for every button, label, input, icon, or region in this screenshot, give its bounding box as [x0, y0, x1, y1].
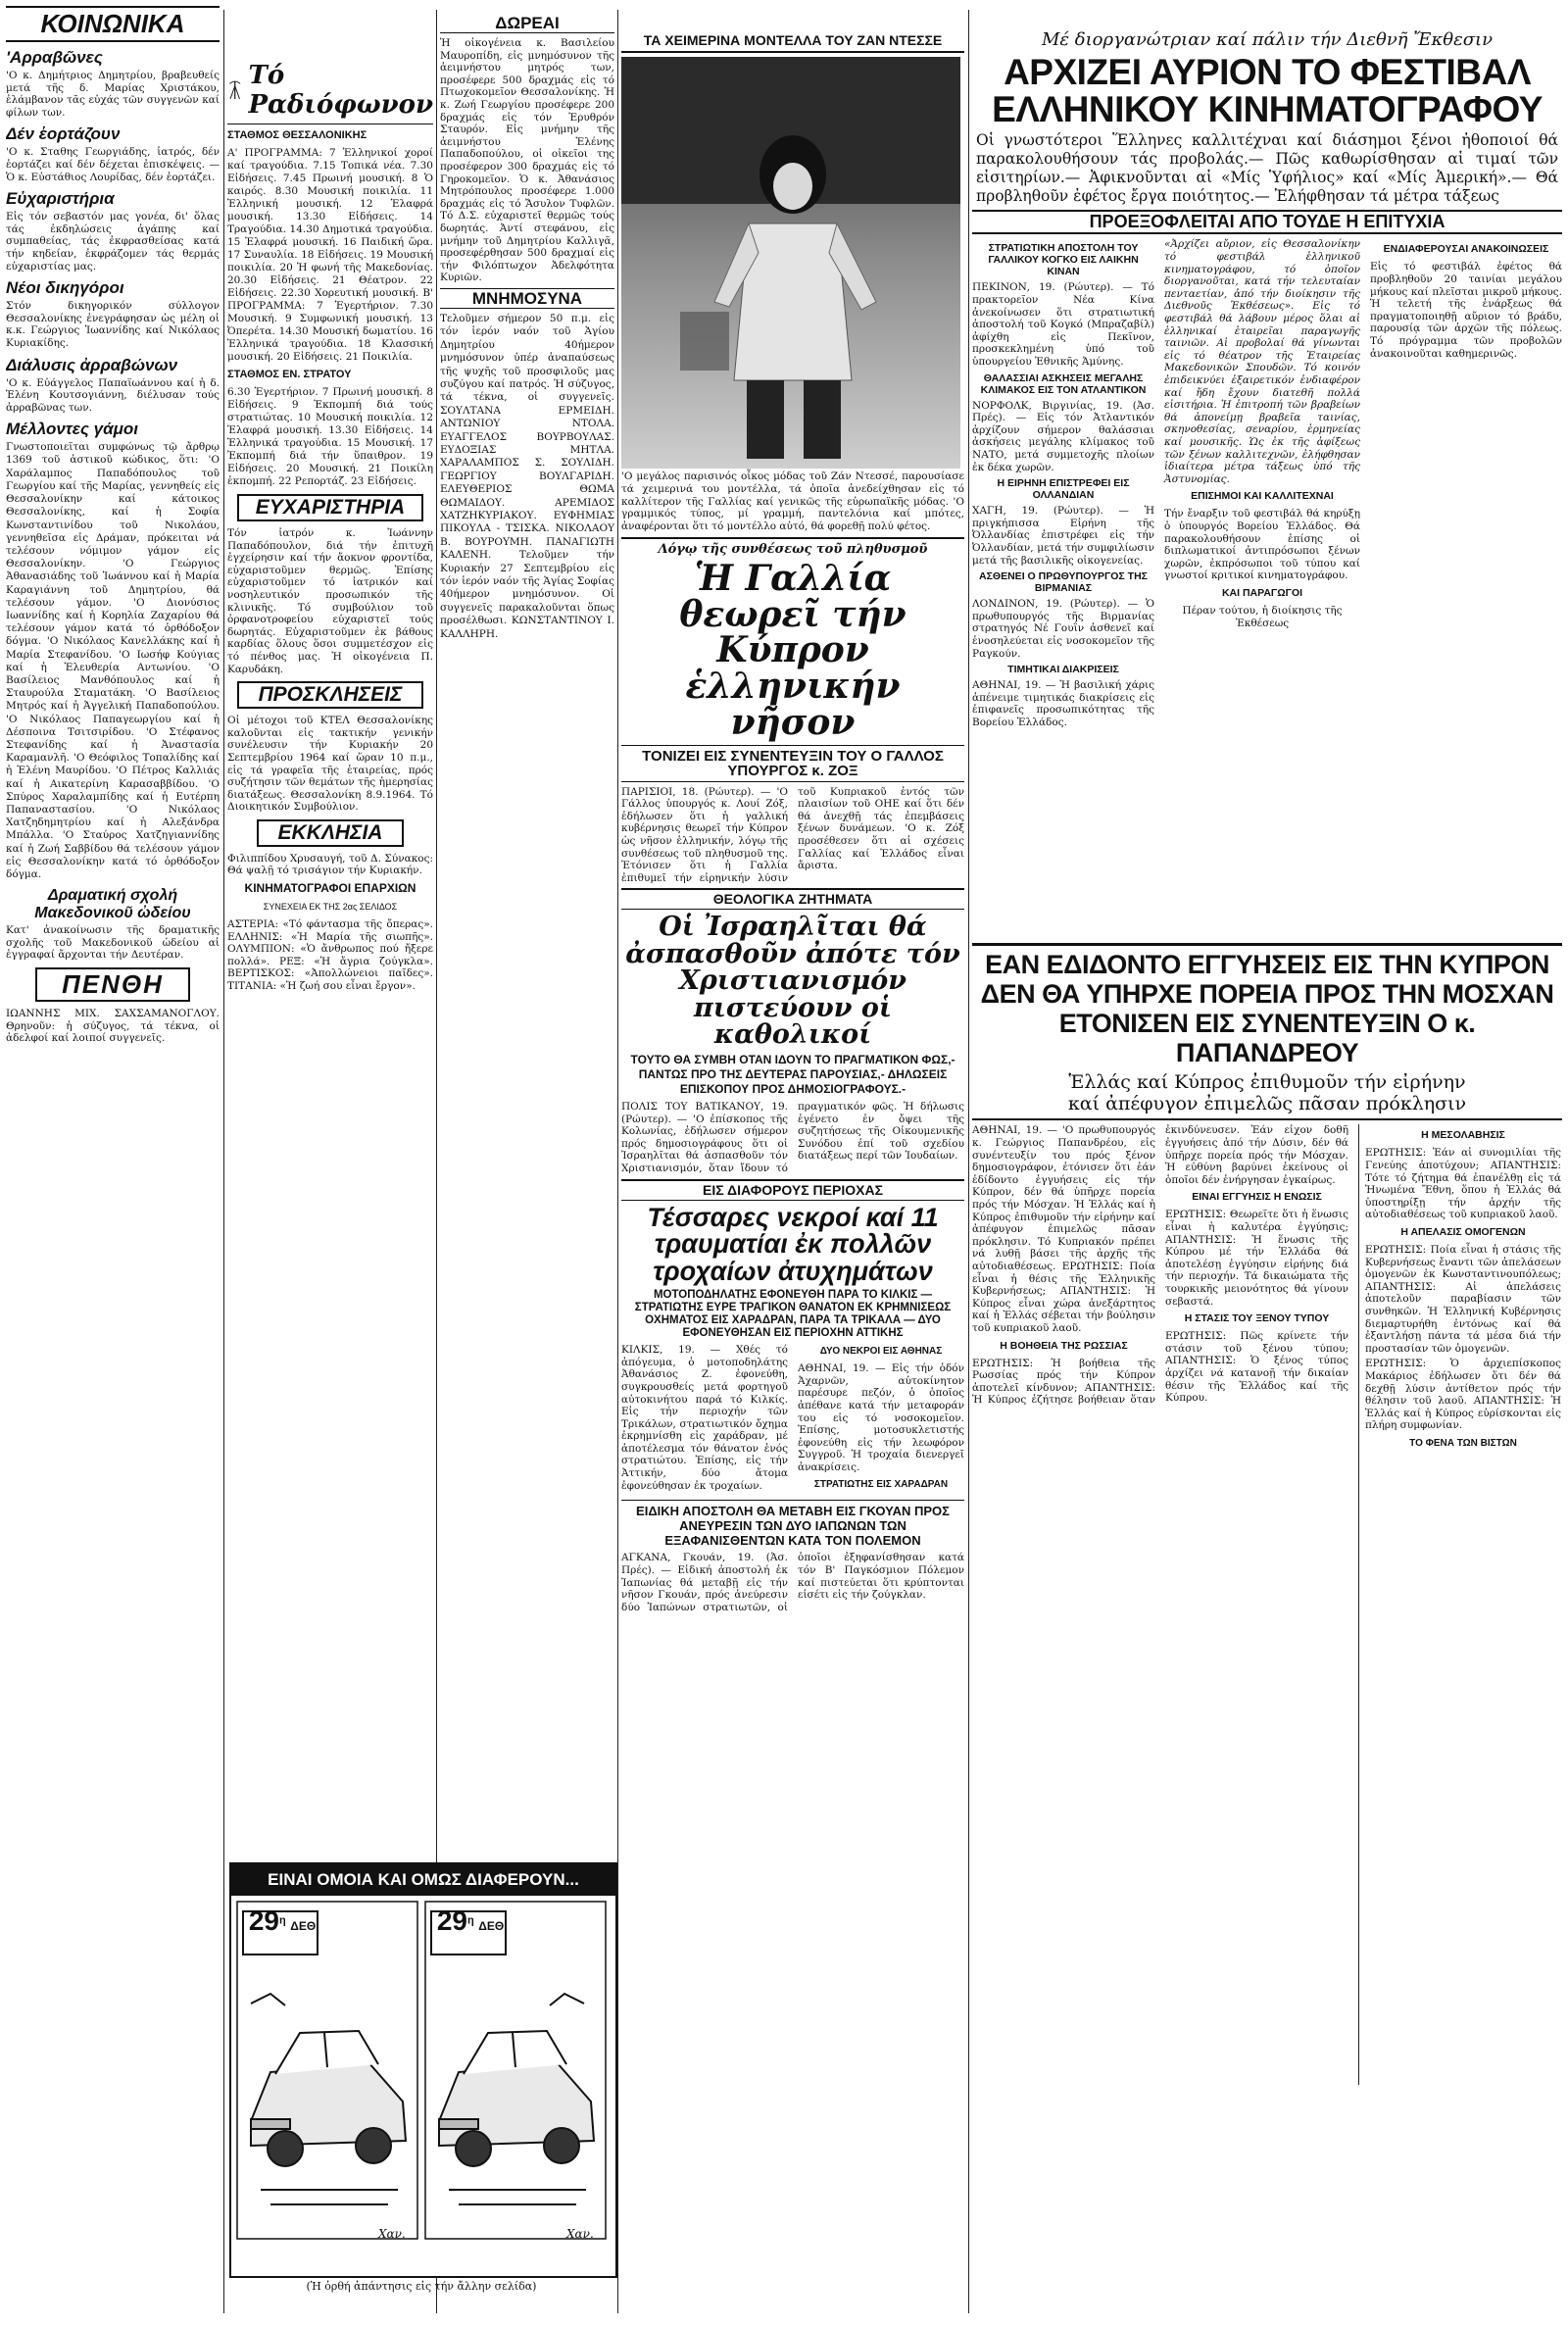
ad-badge-number: 29: [248, 1905, 279, 1936]
asthenei-text: ΛΟΝΔΙΝΟΝ, 19. (Ρώυτερ). — Ὁ πρωθυπουργός τῆς Βιρμανίας στρατηγός Νέ Γουΐν ἀσθενεῖ καί ἐνοσηλεύεται εἰς νοσοκομεῖον τῆς Ραγκούν.: [972, 598, 1154, 660]
section-koinonika: ΚΟΙΝΩΝΙΚΑ: [6, 6, 220, 42]
festival-headline: ΑΡΧΙΖΕΙ ΑΥΡΙΟΝ ΤΟ ΦΕΣΤΙΒΑΛ ΕΛΛΗΝΙΚΟΥ ΚΙΝΗΜΑΤΟΓΡΑΦΟΥ: [992, 52, 1543, 129]
ad-signature-left: Χαν.: [378, 2227, 406, 2241]
kypros-kicker: Λόγῳ τῆς συνθέσεως τοῦ πληθυσμοῦ: [658, 541, 928, 557]
enlight-headline: ΕΝΔΙΑΦΕΡΟΥΣΑΙ ΑΝΑΚΟΙΝΩΣΕΙΣ: [1383, 243, 1549, 256]
japan-headline: ΕΙΔΙΚΗ ΑΠΟΣΤΟΛΗ ΘΑ ΜΕΤΑΒΗ ΕΙΣ ΓΚΟΥΑΝ ΠΡΟΣ ΑΝΕΥΡΕΣΙΝ ΤΩΝ ΔΥΟ ΙΑΠΩΝΩΝ ΤΩΝ ΕΞΑΦΑΝΙΣΘΕΝΤΩΝ ΚΑΤΑ ΤΟΝ ΠΟΛΕΜΟΝ: [621, 1500, 964, 1548]
papandreou-subhead-russia: Η ΒΟΗΘΕΙΑ ΤΗΣ ΡΩΣΣΙΑΣ: [1000, 1339, 1128, 1352]
fair-advertisement: [229, 1862, 617, 2278]
column-rule: [968, 10, 969, 2313]
text-penthi: ΙΩΑΝΝΗΣ ΜΙΧ. ΣΑΧΣΑΜΑΝΟΓΛΟΥ. Θρηνοῦν: ἡ σύζυγος, τά τέκνα, οἱ ἀδελφοί καί λοιποί συγγενεῖς.: [6, 1007, 220, 1045]
text-den-eortazoun: 'Ο κ. Σταθης Γεωργιάδης, ἰατρός, δέν ἑορτάζει καί δέν δέχεται ἐπισκέψεις. — Ὁ κ. Εὐστάθιος Λουρίδας, δέν ἑορτάζει.: [6, 146, 220, 183]
accidents-subhead-soldier: ΣΤΡΑΤΙΩΤΗΣ ΕΙΣ ΧΑΡΑΔΡΑΝ: [813, 1479, 949, 1491]
ad-title: ΕΙΝΑΙ ΟΜΟΙΑ ΚΑΙ ΟΜΩΣ ΔΙΑΦΕΡΟΥΝ...: [231, 1864, 615, 1896]
accidents-text-athens: ΑΘΗΝΑΙ, 19. — Εἰς τήν ὁδόν Ἀχαρνῶν, αὐτοκίνητον παρέσυρε πεζόν, ὁ ὁποῖος ἀπέθανε κατά τήν μεταφοράν του εἰς τό νοσοκομεῖον. Ἐπίσης, μοτοσυκλετιστής ἐφονεύθη εἰς τήν λεωφόρον Συγγροῦ. Ἡ τροχαία διενεργεῖ ἀνακρίσεις.: [798, 1362, 964, 1473]
text-kinimatografoi: ΑΣΤΕΡΙΑ: «Τό φάντασμα τῆς ὄπερας». ΕΛΛΗΝΙΣ: «Ἡ Μαρία τῆς σιωπῆς». ΟΛΥΜΠΙΟΝ: «Ὁ ἄνθρωπος πού ἤξερε πολλά». ΡΕΞ: «Ἡ ἄγρια ζούγκλα». ΒΕΡΤΙΣΚΟΣ: «Ἀπολλώνειοι παῖδες». ΤΙΤΑΝΙΑ: «Ἡ ζωή σου εἶναι ἔργον».: [227, 918, 433, 993]
papandreou-text-mediation: ΕΡΩΤΗΣΙΣ: Ἐάν αἱ συνομιλίαι τῆς Γενεύης ἀποτύχουν; ΑΠΑΝΤΗΣΙΣ: Τότε τό ζήτημα θά ἐπανέλθῃ εἰς τά Ἡνωμένα Ἔθνη, ὅπου ἡ Ἑλλάς θά ὑποστηρίξῃ τήν ἀρχήν τῆς αὐτοδιαθέσεως τοῦ κυπριακοῦ λαοῦ.: [1365, 1147, 1561, 1221]
festival-text: «Ἀρχίζει αὔριον, εἰς Θεσσαλονίκην τό φεστιβάλ ἑλληνικοῦ κινηματογράφου, τό ὁποῖον διοργανοῦται, κατά τήν τελευταίαν πενταετίαν, ἀπό τήν διοίκησιν τῆς Διεθνοῦς Ἐκθέσεως». Εἰς τό φεστιβάλ θά λάβουν μέρος ὅλαι αἱ ἑλληνικαί ἑταιρεῖαι παραγωγῆς ταινιῶν. Αἱ προβολαί θά γίνωνται εἰς τό θέατρον τῆς Ἑταιρείας Μακεδονικῶν Σπουδῶν. Τό κοινόν ἐπιδεικνύει ἐξαιρετικόν ἐνδιαφέρον καί ἤδη ἔχουν διατεθῆ πολλά εἰσιτήρια. Ἡ ἐπιτροπή τῶν βραβείων θά ἀπονείμῃ βραβεῖα ταινίας, σκηνοθεσίας, σεναρίου, ἑρμηνείας καί μουσικῆς. Ὡς ἐκ τῆς ἀφίξεως τῶν ξένων καλλιτεχνῶν, ἐλήφθησαν ἰδιαίτερα μέτρα τάξεως ὑπό τῆς Ἀστυνομίας.: [1164, 238, 1360, 485]
radio-programme-army: 6.30 Ἐγερτήριον. 7 Πρωινή μουσική. 8 Εἰδήσεις. 9 Ἐκπομπή διά τούς στρατιώτας. 10 Μουσική ποικιλία. 12 Ἐλαφρά μουσική. 13.30 Εἰδήσεις. 14 Ἑλληνικά τραγούδια. 15 Μουσική. 17 Ἐκπομπή διά τήν ὕπαιθρον. 19 Εἰδήσεις. 20 Μουσική. 21 Ποικίλη ἐκπομπή. 22 Ρεπορτάζ. 23 Εἰδήσεις.: [227, 386, 433, 487]
papandreou-subhead-mediation: Η ΜΕΣΟΛΑΒΗΣΙΣ: [1421, 1129, 1505, 1142]
fashion-model-image: [621, 57, 960, 469]
ad-badge-number: 29: [436, 1905, 467, 1936]
papandreou-subhead-enosis: ΕΙΝΑΙ ΕΓΓΥΗΣΙΣ Η ΕΝΩΣΙΣ: [1192, 1191, 1322, 1204]
kypros-text: ΠΑΡΙΣΙΟΙ, 18. (Ρώυτερ). — 'Ο Γάλλος ὑπουργός κ. Λουί Ζόξ, ἐδήλωσεν ὅτι ἡ γαλλική κυβέρνησις θεωρεῖ τήν Κύπρον ὡς νῆσον ἑλληνικήν, λόγῳ τῆς συνθέσεως τοῦ πληθυσμοῦ της. Ἐτόνισεν ὅτι ἡ Γαλλία ἐπιθυμεῖ τήν εἰρηνικήν λύσιν τοῦ Κυπριακοῦ ἐντός τῶν πλαισίων τοῦ ΟΗΕ καί ὅτι δέν θά ἀνεχθῇ τάς ἐπεμβάσεις ξένων δυνάμεων. 'Ο κ. Ζόξ προσέθεσεν ὅτι αἱ σχέσεις Γαλλίας καί Ἑλλάδος εἶναι ἄριστα.: [621, 785, 964, 884]
heading-proskliseis: ΠΡΟΣΚΛΗΣΕΙΣ: [237, 681, 423, 709]
column-donations: [440, 0, 614, 1853]
epismoi-headline: ΕΠΙΣΗΜΟΙ ΚΑΙ ΚΑΛΛΙΤΕΧΝΑΙ: [1191, 490, 1334, 503]
kypros-subhead: ΤΟΝΙΖΕΙ ΕΙΣ ΣΥΝΕΝΤΕΥΞΙΝ ΤΟΥ Ο ΓΑΛΛΟΣ ΥΠΟΥΡΓΟΣ κ. ΖΟΞ: [621, 745, 964, 782]
heading-mnimosyna: ΜΝΗΜΟΣΥΝΑ: [440, 288, 614, 309]
thalassia-text: ΝΟΡΦΟΛΚ, Βιργινίας, 19. (Ἀσ. Πρές). — Εἰς τόν Ἀτλαντικόν ἀρχίζουν σήμερον θαλάσσιαι ἀσκήσεις μεγάλης κλίμακος τοῦ ΝΑΤΟ, μετά συμμετοχῆς πλοίων ἐκ δέκα χωρῶν.: [972, 399, 1154, 473]
text-dramatiki: Κατ' ἀνακοίνωσιν τῆς δραματικῆς σχολῆς τοῦ Μακεδονικοῦ ὠδείου αἱ ἐγγραφαί ἄρχονται τήν Δευτέραν.: [6, 924, 220, 962]
eirini-text: ΧΑΓΗ, 19. (Ρώυτερ). — Ἡ πριγκήπισσα Εἰρήνη τῆς Ὀλλανδίας ἐπιστρέφει εἰς τήν Ὀλλανδίαν, μετά τήν συμφιλίωσιν μετά τῆς βασιλικῆς οἰκογενείας.: [972, 505, 1154, 567]
papandreou-text-expulsions: ΕΡΩΤΗΣΙΣ: Ποία εἶναι ἡ στάσις τῆς Κυβερνήσεως ἔναντι τῶν ἀπελάσεων ὁμογενῶν ἐκ Κωνσταντινουπόλεως; ΑΠΑΝΤΗΣΙΣ: Αἱ ἀπελάσεις ἀποτελοῦν παραβίασιν τῶν συνθηκῶν. Ἡ Ἑλληνική Κυβέρνησις διεμαρτυρήθη ἐντόνως καί θά ἐξαντλήσῃ πάντα τά μέσα διά τήν προστασίαν τῶν ὁμογενῶν.: [1365, 1244, 1561, 1355]
timitikai-sign: Πέραν τούτου, ἡ διοίκησις τῆς Ἐκθέσεως: [1182, 604, 1343, 629]
radio-programme: Α' ΠΡΟΓΡΑΜΜΑ: 7 Ἑλληνικοί χοροί καί τραγούδια. 7.15 Τοπικά νέα. 7.30 Εἰδήσεις. 7.45 Πρωινή μουσική. 8 Ὁ καιρός. 8.30 Μουσική ποικιλία. 11 Ἑλληνική μουσική. 12 Ἐλαφρά μουσική. 13.30 Εἰδήσεις. 14 Τραγούδια. 14.30 Δημοτικά τραγούδια. 15 Ἐλαφρά μουσική. 16 Παιδική ὥρα. 17 Συναυλία. 18 Εἰδήσεις. 19 Μουσική ποικιλία. 20 Ἡ φωνή τῆς Μακεδονίας. 20.30 Εἰδήσεις. 21 Θέατρον. 22 Εἰδήσεις. 22.30 Χορευτική μουσική. Β' ΠΡΟΓΡΑΜΜΑ: 7 Ἐγερτήριον. 7.30 Μουσική. 9 Συμφωνική μουσική. 13 Ὀπερέτα. 14.30 Μουσική δωματίου. 16 Ἑλληνικά τραγούδια. 18 Κλασσική μουσική. 20 Εἰδήσεις. 21 Ποικιλία.: [227, 147, 433, 363]
section-diafora: ΕΙΣ ΔΙΑΦΟΡΟΥΣ ΠΕΡΙΟΧΑΣ: [621, 1179, 964, 1201]
text-eucharistiria: Εἰς τόν σεβαστόν μας γονέα, δι' ὅλας τάς ἐκδηλώσεις ἀγάπης καί συμπαθείας, τάς ἐκφρασθείσας κατά τήν κηδείαν, ἐκφράζομεν τάς θερμάς εὐχαριστίας μας.: [6, 211, 220, 272]
festival-text-2: Εἰς τό φεστιβάλ ἐφέτος θά προβληθοῦν 20 ταινίαι μεγάλου μήκους καί πλεῖσται μικροῦ μήκους. Ἡ τελετή τῆς ἐνάρξεως θά πραγματοποιηθῇ αὔριον τό βράδυ, παρουσίᾳ τῶν ἀρχῶν τῆς πόλεως. Τό πρόγραμμα τῶν προβολῶν ἀνακοινοῦται καθημερινῶς.: [1370, 261, 1562, 360]
papandreou-body: [972, 1124, 1562, 2085]
column-right: [972, 0, 1562, 2313]
heading-den-eortazoun: Δέν ἑορτάζουν: [6, 124, 121, 144]
japan-text: ΑΓΚΑΝΑ, Γκουάν, 19. (Ἀσ. Πρές). — Εἰδική ἀποστολή ἐκ Ἰαπωνίας θά μεταβῇ εἰς τήν νῆσον Γκουάν, πρός ἀνεύρεσιν δύο Ἰαπώνων στρατιωτῶν, οἱ ὁποῖοι ἐξηφανίσθησαν κατά τόν Β' Παγκόσμιον Πόλεμον καί πιστεύεται ὅτι κρύπτονται εἰσέτι εἰς τήν ζούγκλαν.: [621, 1552, 964, 1613]
station-thessaloniki: ΣΤΑΘΜΟΣ ΘΕΣΣΑΛΟΝΙΚΗΣ: [227, 129, 368, 141]
ad-badge-sup: η: [279, 1914, 286, 1927]
heading-penthi: ΠΕΝΘΗ: [35, 967, 190, 1002]
israel-text: ΠΟΛΙΣ ΤΟΥ ΒΑΤΙΚΑΝΟΥ, 19. (Ρώυτερ). — 'Ο ἐπίσκοπος τῆς Κολωνίας, ἐδήλωσεν σήμερον πρός δημοσιογράφους ὅτι οἱ Ἰσραηλῖται θά ἀσπασθοῦν τόν Χριστιανισμόν, ὅταν ἴδουν τό πραγματικόν φῶς. Ἡ δήλωσις ἐγένετο ἐν ὄψει τῆς συζητήσεως τῆς Οἰκουμενικῆς Συνόδου ἐπί τοῦ σχεδίου διατάξεως περί τῶν Ἰουδαίων.: [621, 1100, 964, 1174]
text-dialysis: 'Ο κ. Εὐάγγελος Παπαϊωάννου καί ἡ δ. Ἑλένη Κουτσογιάννη, διέλυσαν τούς ἀρραβῶνας των.: [6, 376, 220, 414]
heading-mellontes-gamoi: Μέλλοντες γάμοι: [6, 420, 139, 439]
text-eucharistiria-box: Τόν ἰατρόν κ. Ἰωάννην Παπαδόπουλον, διά τήν ἐπιτυχῆ ἐγχείρησιν καί τήν ἄοκνον φροντίδα, εὐχαριστοῦμεν θερμῶς. Ἐπίσης εὐχαριστοῦμεν τό ἰατρικόν καί νοσηλευτικόν προσωπικόν τῆς κλινικῆς. Τό συμβούλιον τοῦ ὀρφανοτροφείου εὐχαριστεῖ τούς δωρητάς. Εὐχαριστοῦμεν ἐκ βάθους καρδίας ὅλους ὅσοι συμμετέσχον εἰς τό πένθος μας. Ἡ οἰκογένεια Π. Καρυδάκη.: [227, 527, 433, 675]
text-mnimosyna: Τελοῦμεν σήμερον 50 π.μ. εἰς τόν ἱερόν ναόν τοῦ Ἁγίου Δημητρίου 40ήμερον μνημόσυνον ὑπέρ ἀναπαύσεως τῆς ψυχῆς τοῦ προσφιλοῦς μας συζύγου καί πατρός. Ἡ σύζυγος, τά τέκνα, οἱ συγγενεῖς. ΣΟΥΛΤΑΝΑ ΕΡΜΕΙΔΗ. ΑΝΤΩΝΙΟΥ ΝΤΟΛΑ. ΕΥΑΓΓΕΛΟΣ ΒΟΥΡΒΟΥΛΑΣ. ΕΥΔΟΞΙΑΣ ΜΗΤΛΑ. ΧΑΡΑΛΑΜΠΟΣ Σ. ΣΟΥΛΙΔΗ. ΓΕΩΡΓΙΟΥ ΒΟΥΛΓΑΡΙΔΗ. ΕΛΕΥΘΕΡΙΟΣ ΘΩΜΑ ΘΩΜΑΙΔΟΥ. ΑΡΕΜΙΔΟΣ ΧΑΤΖΗΚΥΡΙΑΚΟΥ. ΕΥΦΗΜΙΑΣ ΠΙΚΟΥΛΑ - ΤΣΙΣΚΑ. ΝΙΚΟΛΑΟΥ Β. ΒΟΥΡΟΥΜΗ. ΠΑΝΑΓΙΩΤΗ ΚΑΛΕΝΗ. Τελοῦμεν τήν Κυριακήν 27 Σεπτεμβρίου εἰς τόν ἱερόν ναόν τῆς Ἁγίας Σοφίας 40ήμερον μνημόσυνον. Οἱ συγγενεῖς παρακαλοῦνται ὅπως προσέλθωσι. ΚΩΝΣΤΑΝΤΙΝΟΥ Ι. ΚΑΛΛΗΡΗ.: [440, 312, 614, 640]
papandreou-deck-2: καί ἀπέφυγον ἐπιμελῶς πᾶσαν πρόκλησιν: [972, 1093, 1562, 1120]
ad-badge-right: [433, 1905, 508, 1949]
column-center: [621, 0, 964, 2313]
text-proskliseis: Οἱ μέτοχοι τοῦ ΚΤΕΛ Θεσσαλονίκης καλοῦνται εἰς τακτικήν γενικήν συνέλευσιν τήν Κυριακήν 20 Σεπτεμβρίου 1964 καί ὥραν 10 π.μ., εἰς τά γραφεῖα τῆς ἑταιρείας, πρός συζήτησιν τῶν θεμάτων τῆς ἡμερησίας διατάξεως. Θεσσαλονίκη 8.9.1964. Τό Διοικητικόν Συμβούλιον.: [227, 715, 433, 814]
asthenei-headline: ΑΣΘΕΝΕΙ Ο ΠΡΩΘΥΠΟΥΡΓΟΣ ΤΗΣ ΒΙΡΜΑΝΙΑΣ: [979, 570, 1148, 595]
section-theologika: ΘΕΟΛΟΓΙΚΑ ΖΗΤΗΜΑΤΑ: [621, 888, 964, 910]
ad-signature-right: Χαν.: [566, 2227, 594, 2241]
papandreou-deck-1: Ἑλλάς καί Κύπρος ἐπιθυμοῦν τήν εἰρήνην: [1068, 1071, 1466, 1094]
paragogoi-headline: ΚΑΙ ΠΑΡΑΓΩΓΟΙ: [1221, 586, 1303, 599]
festival-deck: Οἱ γνωστότεροι Ἕλληνες καλλιτέχναι καί διάσημοι ξένοι ἠθοποιοί θά παρακολουθήσουν τάς προβολάς.— Πῶς καθωρίσθησαν αἱ τιμαί τῶν εἰσιτηρίων.— Ἀφικνοῦνται αἱ «Μίς Ὑφήλιος» καί «Μίς Ἀμερική».— Θά προβληθοῦν ἐφέτος ἔργα ποιότητος.— Ἐλήφθησαν τά μέτρα τάξεως: [976, 131, 1558, 206]
festival-text-3: Τήν ἔναρξιν τοῦ φεστιβάλ θά κηρύξῃ ὁ ὑπουργός Βορείου Ἑλλάδος. Θά παρακολουθήσουν ἐπίσης οἱ διπλωματικοί ἀντιπρόσωποι ξένων χωρῶν, ἐκπρόσωποι τοῦ τύπου καί γνωστοί κριτικοί κινηματογράφου.: [1164, 508, 1360, 582]
world-news-column: [972, 238, 1154, 939]
papandreou-column-right: [1358, 1124, 1561, 2085]
heading-kinimatografoi: ΚΙΝΗΜΑΤΟΓΡΑΦΟΙ ΕΠΑΡΧΙΩΝ: [244, 881, 416, 896]
papandreou-subhead-press: Η ΣΤΑΣΙΣ ΤΟΥ ΞΕΝΟΥ ΤΥΠΟΥ: [1184, 1312, 1330, 1325]
ad-caption: (Ἡ ὀρθή ἀπάντησις εἰς τήν ἄλλην σελίδα): [306, 2280, 537, 2293]
ad-badge-left: [245, 1905, 319, 1949]
heading-doreai: ΔΩΡΕΑΙ: [440, 16, 614, 33]
accidents-subhead-athens: ΔΥΟ ΝΕΚΡΟΙ ΕΙΣ ΑΘΗΝΑΣ: [819, 1346, 943, 1358]
papandreou-text-makarios: ΕΡΩΤΗΣΙΣ: Ὁ ἀρχιεπίσκοπος Μακάριος ἐδήλωσεν ὅτι δέν θά δεχθῇ λύσιν ἀντίθετον πρός τήν θέλησιν τοῦ λαοῦ. ΑΠΑΝΤΗΣΙΣ: Ἡ Ἑλλάς καί ἡ Κύπρος εὑρίσκονται εἰς πλήρη συμφωνίαν.: [1365, 1358, 1561, 1432]
mili-text: ΠΕΚΙΝΟΝ, 19. (Ρώυτερ). — Τό πρακτορεῖον Νέα Κίνα ἀνεκοίνωσεν ὅτι στρατιωτική ἀποστολή τοῦ Κογκό (Μπραζαβίλ) ἀφίχθη εἰς Πεκῖνον, προσκεκλημένη ὑπό τοῦ ὑπουργείου Ἐθνικῆς Ἀμύνης.: [972, 281, 1154, 369]
radio-header: [227, 61, 433, 124]
israel-subhead: ΤΟΥΤΟ ΘΑ ΣΥΜΒΗ ΟΤΑΝ ΙΔΟΥΝ ΤΟ ΠΡΑΓΜΑΤΙΚΟΝ ΦΩΣ,- ΠΑΝΤΩΣ ΠΡΟ ΤΗΣ ΔΕΥΤΕΡΑΣ ΠΑΡΟΥΣΙΑΣ,- ΔΗΛΩΣΕΙΣ ΕΠΙΣΚΟΠΟΥ ΠΡΟΣ ΔΗΜΟΣΙΟΓΡΑΦΟΥΣ.-: [630, 1052, 956, 1096]
radio-mast-icon: [227, 74, 242, 107]
thalassia-headline: ΘΑΛΑΣΣΙΑΙ ΑΣΚΗΣΕΙΣ ΜΕΓΑΛΗΣ ΚΛΙΜΑΚΟΣ ΕΙΣ ΤΟΝ ΑΤΛΑΝΤΙΚΟΝ: [980, 371, 1147, 396]
festival-kicker: Μέ διοργανώτριαν καί πάλιν τήν Διεθνῆ Ἔκθεσιν: [1041, 29, 1494, 50]
text-arravones: 'Ο κ. Δημήτριος Δημητρίου, βραβευθείς μετά τῆς δ. Μαρίας Χριστάκου, ἐλάμβανον τᾶς εὐχάς τῶν συγγενῶν καί φίλων των.: [6, 70, 220, 119]
text-doreai: Ἡ οἰκογένεια κ. Βασιλείου Μαυροπίδη, εἰς μνημόσυνον τῆς ἀειμνήστου μητρός των, προσέφερε 500 δραχμάς εἰς τό Πτωχοκομεῖον Θεσσαλονίκης. Ἡ κ. Ζωή Γεωργίου προσέφερε 200 δραχμάς εἰς τόν Ἐρυθρόν Σταυρόν. Εἰς μνήμην τῆς ἀειμνήστου Ἑλένης Παπαδοπούλου, οἱ οἰκεῖοι της προσέφερον 300 δραχμάς εἰς τό Γηροκομεῖον. Ὁ κ. Ἀθανάσιος Μητρόπουλος προσέφερε 1.000 δραχμάς εἰς τό Ἄσυλον Τυφλῶν. Τό Δ.Σ. εὐχαριστεῖ θερμῶς τούς δωρητάς. Ἀντί στεφάνου, εἰς μνήμην τοῦ Δημητρίου Καλλιγᾶ, προσεφέρθησαν 500 δραχμαί εἰς τήν Φιλόπτωχον Ἀδελφότητα Κυριῶν.: [440, 37, 614, 284]
accidents-headline: Τέσσαρες νεκροί καί 11 τραυματίαι ἐκ πολλῶν τροχαίων ἀτυχημάτων: [647, 1202, 939, 1286]
ad-badge-sup: η: [467, 1914, 474, 1927]
mili-headline: ΣΤΡΑΤΙΩΤΙΚΗ ΑΠΟΣΤΟΛΗ ΤΟΥ ΓΑΛΛΙΚΟΥ ΚΟΓΚΟ ΕΙΣ ΛΑΙΚΗΝ ΚΙΝΑΝ: [988, 242, 1139, 278]
papandreou-text: ΑΘΗΝΑΙ, 19. — 'Ο πρωθυπουργός κ. Γεώργιος Παπανδρέου, εἰς συνέντευξίν του πρός ξένον δημοσιογράφον, ἐτόνισεν ὅτι ἐάν ἐδίδοντο ἐγγυήσεις εἰς τήν Κύπρον, δέν θά ὑπῆρχε πορεία πρός τήν Μόσχαν. Ἡ Ἑλλάς καί ἡ Κύπρος ἐπιθυμοῦν τήν εἰρήνην καί ἀπέφυγον ἐπιμελῶς πᾶσαν πρόκλησιν. Τό Κυπριακόν πρέπει νά λυθῇ βάσει τῆς ἀρχῆς τῆς αὐτοδιαθέσεως. ΕΡΩΤΗΣΙΣ: Ποία εἶναι ἡ θέσις τῆς Ἑλληνικῆς Κυβερνήσεως; ΑΠΑΝΤΗΣΙΣ: Ἡ Κύπρος εἶναι χώρα ἀνεξάρτητος καί ἡ Ἑλλάς σέβεται τήν βούλησιν τοῦ κυπριακοῦ λαοῦ.: [972, 1124, 1155, 1334]
heading-neoi-dikigoroi: Νέοι δικηγόροι: [6, 278, 124, 298]
text-ekklisia: Φιλιππίδου Χρυσαυγή, τοῦ Δ. Σύνακος: Θά ψαλῇ τό τρισάγιον τήν Κυριακήν.: [227, 852, 433, 877]
accidents-body: [621, 1344, 964, 1496]
papandreou-text-russia: ΕΡΩΤΗΣΙΣ: Ἡ βοήθεια τῆς Ρωσσίας πρός τήν Κύπρον ἀποτελεῖ κίνδυνον; ΑΠΑΝΤΗΣΙΣ: Ἡ Κύπρος ἐζήτησε βοήθειαν ὅταν ἐκινδύνευσεν. Ἐάν εἶχον δοθῆ ἐγγυήσεις ἀπό τήν Δύσιν, δέν θά ὑπῆρχε πορεία πρός τήν Μόσχαν. Ἡ εὐθύνη βαρύνει ἐκείνους οἱ ὁποῖοι δέν ἐνήργησαν ἐγκαίρως.: [972, 1124, 1348, 1407]
column-social: [6, 0, 220, 2313]
heading-eucharistiria: Εὐχαριστήρια: [6, 189, 115, 209]
ad-badge-word: ΔΕΘ: [290, 1919, 317, 1933]
column-rule: [617, 10, 618, 2313]
accidents-subhead: ΜΟΤΟΠΟΔΗΛΑΤΗΣ ΕΦΟΝΕΥΘΗ ΠΑΡΑ ΤΟ ΚΙΛΚΙΣ — ΣΤΡΑΤΙΩΤΗΣ ΕΥΡΕ ΤΡΑΓΙΚΟΝ ΘΑΝΑΤΟΝ ΕΚ ΚΡΗΜΝΙΣΕΩΣ ΟΧΗΜΑΤΟΣ ΕΙΣ ΧΑΡΑΔΡΑΝ, ΠΑΡΑ ΤΑ ΤΡΙΚΑΛΑ — ΔΥΟ ΕΦΟΝΕΥΘΗΣΑΝ ΕΙΣ ΠΕΡΙΟΧΗΝ ΑΤΤΙΚΗΣ: [634, 1289, 952, 1340]
heading-ekklisia: ΕΚΚΛΗΣΙΑ: [257, 819, 404, 847]
papandreou-text-enosis: ΕΡΩΤΗΣΙΣ: Θεωρεῖτε ὅτι ἡ ἕνωσις εἶναι ἡ καλυτέρα ἐγγύησις; ΑΠΑΝΤΗΣΙΣ: Ἡ ἕνωσις τῆς Κύπρου μέ τήν Ἑλλάδα θά ἀποτελέσῃ ἐγγύησιν εἰρήνης διά τήν περιοχήν. Τά δικαιώματα τῆς τουρκικῆς μειονότητος θά γίνουν σεβαστά.: [1165, 1209, 1348, 1308]
fashion-photo: [621, 57, 960, 469]
timitikai-text: ΑΘΗΝΑΙ, 19. — Ἡ βασιλική χάρις ἀπένειμε τιμητικάς διακρίσεις εἰς ἐπιφανεῖς προσωπικότητας τῆς Βορείου Ἑλλάδος.: [972, 679, 1154, 728]
festival-subhead: ΠΡΟΕΞΟΦΛΕΙΤΑΙ ΑΠΟ ΤΟΥΔΕ Η ΕΠΙΤΥΧΙΑ: [972, 210, 1562, 234]
papandreou-text-press: ΕΡΩΤΗΣΙΣ: Πῶς κρίνετε τήν στάσιν τοῦ ξένου τύπου; ΑΠΑΝΤΗΣΙΣ: Ὁ ξένος τύπος ἀρχίζει νά κατανοῇ τήν δικαίαν θέσιν τῆς Ἑλλάδος καί τῆς Κύπρου.: [1165, 1330, 1348, 1405]
papandreou-subhead-expulsions: Η ΑΠΕΛΑΣΙΣ ΟΜΟΓΕΝΩΝ: [1400, 1226, 1526, 1239]
subheading-kinimatografoi: ΣΥΝΕΧΕΙΑ ΕΚ ΤΗΣ 2ας ΣΕΛΙΔΟΣ: [263, 902, 398, 913]
eirini-headline: Η ΕΙΡΗΝΗ ΕΠΙΣΤΡΕΦΕΙ ΕΙΣ ΟΛΛΑΝΔΙΑΝ: [997, 477, 1130, 502]
heading-dialysis: Διάλυσις ἀρραβώνων: [6, 355, 178, 374]
photo-header: ΤΑ ΧΕΙΜΕΡΙΝΑ ΜΟΝΤΕΛΛΑ ΤΟΥ ΖΑΝ ΝΤΕΣΣΕ: [621, 33, 964, 53]
israel-headline: Οἱ Ἰσραηλῖται θά ἀσπασθοῦν ἀπότε τόν Χριστιανισμόν πιστεύουν οἱ καθολικοί: [625, 912, 960, 1051]
kypros-headline: Ἡ Γαλλία θεωρεῖ τήν Κύπρον ἑλληνικήν νῆσον: [679, 557, 906, 743]
ad-cars-illustration: [231, 1896, 612, 2249]
festival-column-middle: [1164, 238, 1360, 939]
ad-badge-word: ΔΕΘ: [478, 1919, 505, 1933]
papandreou-columns-left: [972, 1124, 1348, 2085]
text-neoi-dikigoroi: Στόν δικηγορικόν σύλλογον Θεσσαλονίκης ἐνεγράφησαν ὡς μέλη οἱ κ.κ. Γεώργιος Ἰωαννίδης καί Νικόλαος Κυριακίδης.: [6, 300, 220, 349]
heading-eucharistiria-box: ΕΥΧΑΡΙΣΤΗΡΙΑ: [237, 494, 423, 521]
heading-dramatiki: Δραματική σχολή Μακεδονικοῦ ὠδείου: [34, 887, 191, 922]
accidents-text: ΚΙΛΚΙΣ, 19. — Χθές τό ἀπόγευμα, ὁ μοτοποδηλάτης Ἀθανάσιος Ζ. ἐφονεύθη, συγκρουσθείς μετά φορτηγοῦ αὐτοκινήτου παρά τό Κιλκίς. Εἰς τήν περιοχήν τῶν Τρικάλων, στρατιωτικόν ὄχημα ἐκρημνίσθη εἰς χαράδραν, μέ ἀποτέλεσμα τόν θάνατον ἑνός στρατιώτου. Ἐπίσης, εἰς τήν Ἀττικήν, δύο ἄτομα ἐφονεύθησαν ἐκ τροχαίων.: [621, 1344, 788, 1492]
text-mellontes-gamoi: Γνωστοποιεῖται συμφώνως τῷ ἄρθρῳ 1369 τοῦ ἀστικοῦ κώδικος, ὅτι: 'Ο Χαράλαμπος Παπαδόπουλος τοῦ Γεωργίου καί τῆς Μαρίας, γεννηθείς εἰς Θεσσαλονίκην καί κάτοικος Θεσσαλονίκης, καί ἡ Σοφία Κωνσταντινίδου τοῦ Νικολάου, γεννηθεῖσα εἰς Δράμαν, πρόκειται νά τελέσουν νόμιμον γάμον εἰς Θεσσαλονίκην. 'Ο Γεώργιος Ἀθανασιάδης τοῦ Ἰωάννου καί ἡ Μαρία Καραγιάννη τοῦ Δημητρίου, θά τελέσουν γάμον. 'Ο Διονύσιος Ιωαννίδης καί ἡ Κορηλία Ζαχαρίου θά τελέσουν γάμον κατά τό ὀρθόδοξον δόγμα. 'Ο Νικόλαος Κανελλάκης καί ἡ Μαρία Στεφανίδου. 'Ο Ιωσήφ Κούγιας καί ἡ Ἐλευθερία Αντωνίου. 'Ο Βασίλειος Μανθόπουλος καί ἡ Σταυρούλα Σταματάκη. 'Ο Βασίλειος Μητρός καί ἡ Ἀγγελική Παπαδοπούλου. 'Ο Νικόλαος Παπαγεωργίου καί ἡ Δέσποινα Τσιτσιρίδου. 'Ο Στέφανος Στεφανίδης καί ἡ Ἀναστασία Καραμανλῆ. 'Ο Θεόφιλος Τοπαλίδης καί ἡ Ἑλένη Μαυρίδου. 'Ο Πέτρος Καλλιάς καί ἡ Αικατερίνη Καρασαββίδου. 'Ο Σπύρος Χαραλαμπίδης καί ἡ Ευτέρπη Παπαναστασίου. 'Ο Νικόλαος Χατζηδημητρίου καί ἡ Αλεξάνδρα Μπάλλα. 'Ο Σταύρος Χατζηγιαννίδης καί ἡ Ζωή Σαββίδου θά τελέσουν γάμον εἰς Θεσσαλονίκην κατά τό ὀρθόδοξον δόγμα.: [6, 441, 220, 880]
papandreou-headline: ΕΑΝ ΕΔΙΔΟΝΤΟ ΕΓΓΥΗΣΕΙΣ ΕΙΣ ΤΗΝ ΚΥΠΡΟΝ ΔΕΝ ΘΑ ΥΠΗΡΧΕ ΠΟΡΕΙΑ ΠΡΟΣ ΤΗΝ ΜΟΣΧΑΝ ΕΤΟΝΙΣΕΝ ΕΙΣ ΣΥΝΕΝΤΕΥΞΙΝ Ο κ. ΠΑΠΑΝΔΡΕΟΥ: [972, 943, 1562, 1067]
festival-column-right: [1370, 238, 1562, 939]
photo-caption: 'Ο μεγάλος παρισινός οἶκος μόδας τοῦ Ζάν Ντεσσέ, παρουσίασε τά χειμερινά του μοντέλλα, τά ὁποῖα ἀνεδείχθησαν εἰς τό καλλίτερον τῆς Γαλλίας καί γενικῶς τῆς εὐρωπαϊκῆς μόδας. 'Ο γραμμικός τύπος, μί γραμμή, παντελόνια καί μπότες, ἀναφέρονται ὅτι τό μοντέλλο αὐτό, θά φορεθῇ πολύ φέτος.: [621, 470, 964, 539]
radio-title: Τό Ραδιόφωνον: [248, 61, 433, 120]
heading-arravones: 'Αρραβῶνες: [6, 48, 103, 67]
papandreou-end: ΤΟ ΦΕΝΑ ΤΩΝ ΒΙΣΤΩΝ: [1409, 1437, 1517, 1449]
station-army: ΣΤΑΘΜΟΣ ΕΝ. ΣΤΡΑΤΟΥ: [227, 369, 352, 380]
timitikai-headline: ΤΙΜΗΤΙΚΑΙ ΔΙΑΚΡΙΣΕΙΣ: [1007, 664, 1119, 676]
festival-body: [972, 238, 1562, 939]
column-rule: [223, 10, 224, 2313]
